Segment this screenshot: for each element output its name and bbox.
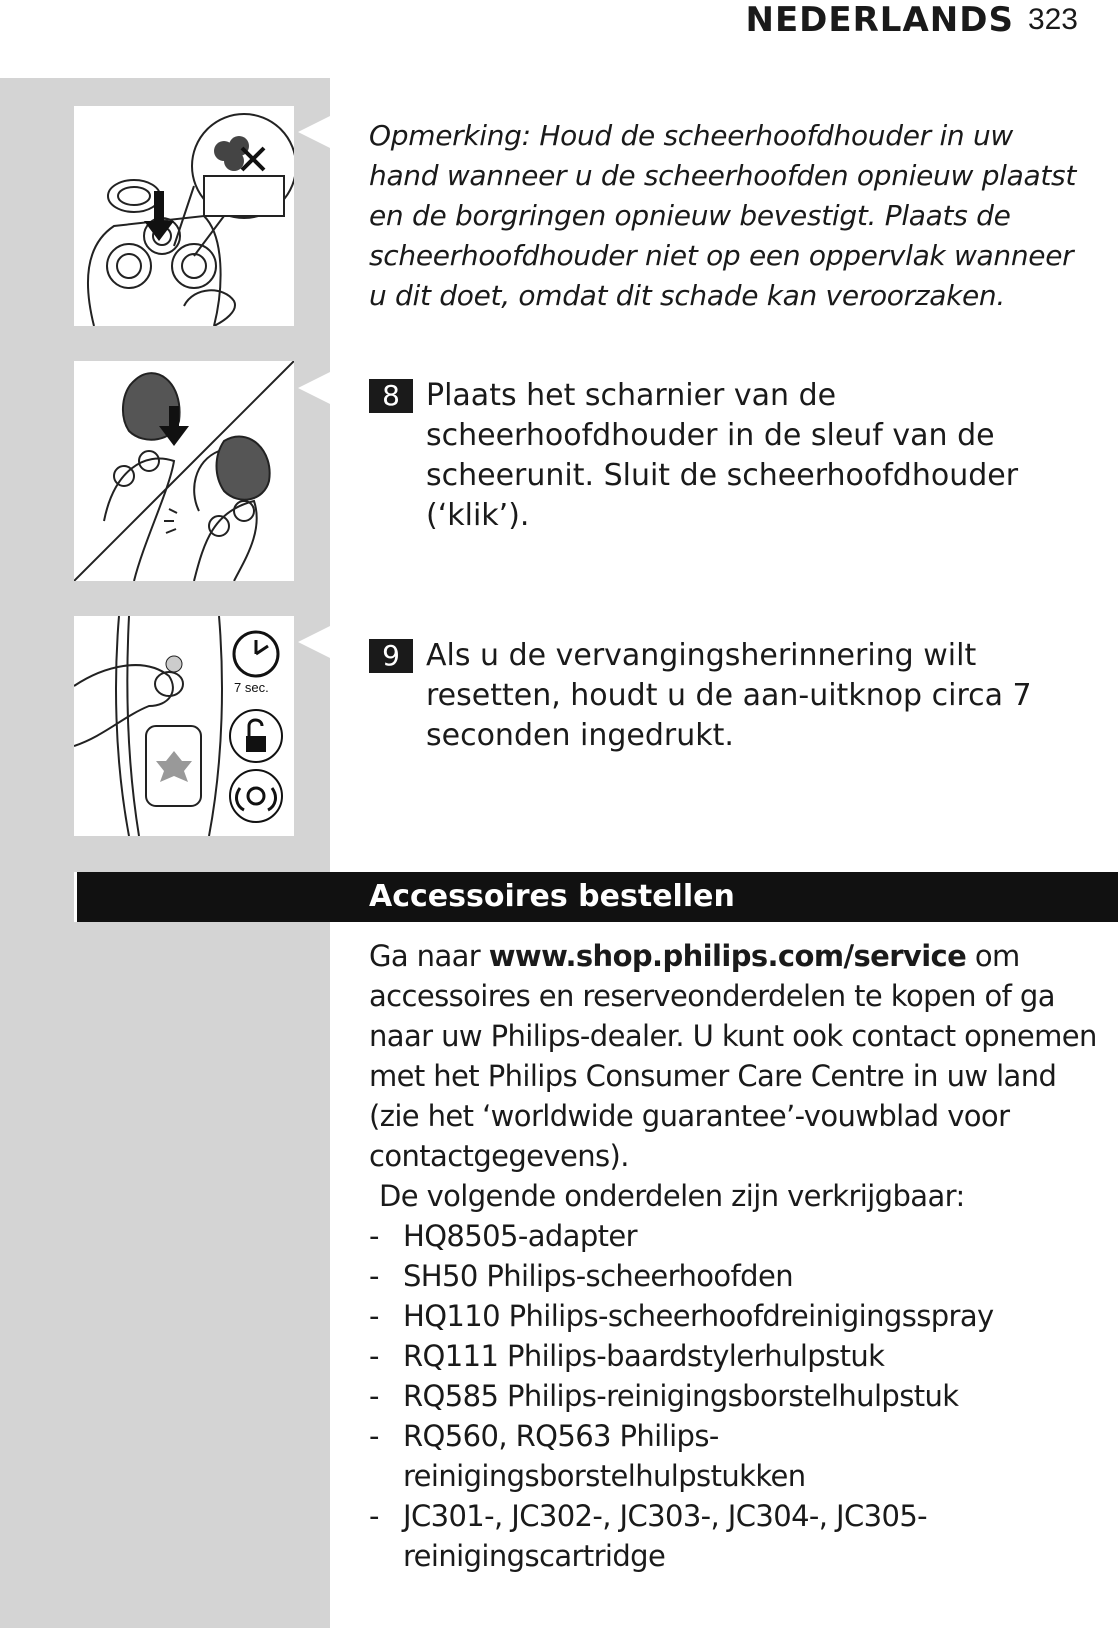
step-8 <box>369 376 1109 536</box>
illustration-pointer <box>298 116 330 148</box>
step-number-badge: 8 <box>369 379 413 413</box>
language-heading: NEDERLANDS <box>745 0 1014 40</box>
list-item: - HQ8505-adapter <box>369 1216 1109 1256</box>
timer-icon <box>234 632 278 676</box>
intro-paragraph: Ga naar www.shop.philips.com/service om accessoires en reserveonderdelen te kopen of ga naar uw Philips-dealer. U kunt ook contact opnemen met het Philips Consumer Care Centre in uw land (zie het ‘worldwide guarantee’-vouwblad voor contactgegevens). <box>369 939 1097 1173</box>
timer-label: 7 sec. <box>234 680 269 695</box>
illustration-reset-reminder <box>74 616 294 836</box>
page-header <box>745 0 1078 40</box>
list-item: - SH50 Philips-scheerhoofden <box>369 1256 1109 1296</box>
section-body <box>369 936 1109 1576</box>
list-item: - RQ585 Philips-reinigingsborstelhulpstuk <box>369 1376 1109 1416</box>
illustration-close-holder <box>74 361 294 581</box>
section-title: Accessoires bestellen <box>369 879 735 914</box>
illustration-pointer <box>298 372 330 404</box>
step-number-badge: 9 <box>369 639 413 673</box>
hinge-close-drawing <box>74 361 294 581</box>
list-item: - JC301-, JC302-, JC303-, JC304-, JC305-reinigingscartridge <box>369 1496 1109 1576</box>
shaver-heads-drawing <box>74 106 294 326</box>
page-number: 323 <box>1027 3 1078 36</box>
list-item: - RQ560, RQ563 Philips-reinigingsborstelhulpstukken <box>369 1416 1109 1496</box>
step-text: Plaats het scharnier van de scheerhoofdhouder in de sleuf van de scheerunit. Sluit de scheerhoofdhouder (‘klik’). <box>426 378 1019 533</box>
step-9 <box>369 636 1109 756</box>
illustration-pointer <box>298 626 330 658</box>
parts-intro: De volgende onderdelen zijn verkrijgbaar: <box>379 1179 965 1213</box>
unlock-icon <box>230 710 282 762</box>
parts-list <box>369 1216 1109 1576</box>
list-item: - RQ111 Philips-baardstylerhulpstuk <box>369 1336 1109 1376</box>
note-paragraph: Opmerking: Houd de scheerhoofdhouder in uw hand wanneer u de scheerhoofden opnieuw plaatst en de borgringen opnieuw bevestigt. Plaats de scheerhoofdhouder niet op een oppervlak wanneer u dit doet, omdat dit schade kan veroorzaken. <box>369 119 1077 312</box>
step-text: Als u de vervangingsherinnering wilt resetten, houdt u de aan-uitknop circa 7 seconden ingedrukt. <box>426 638 1032 753</box>
shaving-head-reset-icon <box>230 770 282 822</box>
power-button-drawing <box>74 616 294 836</box>
illustration-reassemble-heads <box>74 106 294 326</box>
list-item: - HQ110 Philips-scheerhoofdreinigingsspray <box>369 1296 1109 1336</box>
shop-url-link[interactable]: www.shop.philips.com/service <box>488 939 967 973</box>
